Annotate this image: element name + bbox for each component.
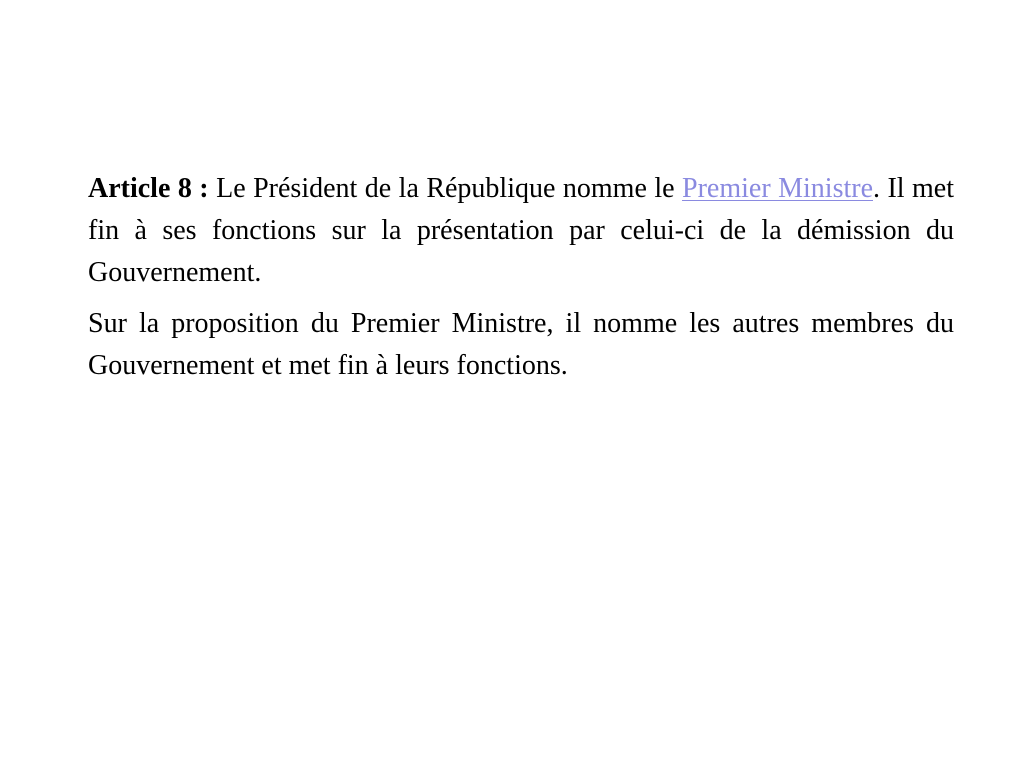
premier-ministre-link[interactable]: Premier Ministre [682, 173, 873, 204]
paragraph-1-rest: . Il met fin à ses fonctions sur la présentation par celui-ci de la démission du Gouvernement. [88, 173, 955, 288]
article-text-block [88, 168, 954, 396]
article-label: Article 8 : [88, 173, 209, 204]
article-paragraph-2: Sur la proposition du Premier Ministre, il nomme les autres membres du Gouvernement et met fin à leurs fonctions. [88, 308, 954, 381]
article-paragraph-1 [88, 168, 954, 294]
paragraph-1-intro: Le Président de la République nomme le [216, 173, 675, 204]
